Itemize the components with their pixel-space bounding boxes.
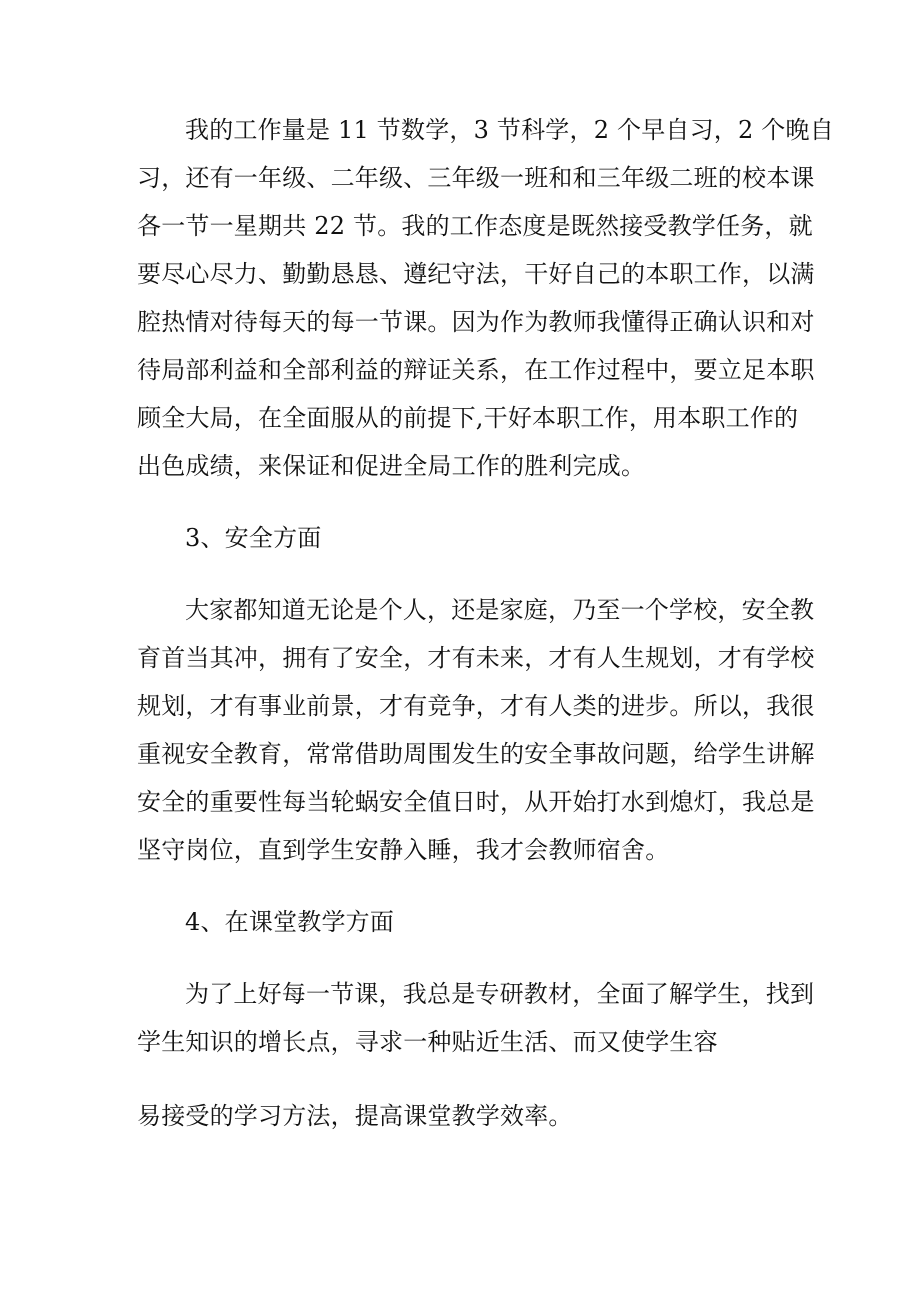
text-line: 学生知识的增长点，寻求一种贴近生活、而又使学生容: [137, 1028, 718, 1056]
text-line: 我的工作量是 11 节数学，3 节科学，2 个早自习，2 个晚自: [185, 116, 834, 144]
text-line: 大家都知道无论是个人，还是家庭，乃至一个学校，安全教: [185, 596, 815, 624]
text-line: 安全的重要性每当轮蜗安全值日时，从开始打水到熄灯，我总是: [137, 788, 815, 816]
section-heading-teaching: 4、在课堂教学方面: [185, 908, 395, 936]
text-line: 待局部利益和全部利益的辩证关系，在工作过程中，要立足本职: [137, 356, 815, 384]
text-line: 各一节一星期共 22 节。我的工作态度是既然接受教学任务，就: [137, 212, 813, 240]
text-line: 腔热情对待每天的每一节课。因为作为教师我懂得正确认识和对: [137, 308, 815, 336]
text-line: 重视安全教育，常常借助周围发生的安全事故问题，给学生讲解: [137, 740, 815, 768]
text-line: 顾全大局，在全面服从的前提下,干好本职工作，用本职工作的: [137, 404, 799, 432]
text-line: 坚守岗位，直到学生安静入睡，我才会教师宿舍。: [137, 836, 670, 864]
text-line: 为了上好每一节课，我总是专研教材，全面了解学生，找到: [185, 980, 815, 1008]
text-line: 育首当其冲，拥有了安全，才有未来，才有人生规划，才有学校: [137, 644, 815, 672]
paragraph-teaching-continued: 易接受的学习方法，提高课堂教学效率。: [137, 1102, 573, 1130]
text-line: 规划，才有事业前景，才有竞争，才有人类的进步。所以，我很: [137, 692, 815, 720]
text-line: 出色成绩，来保证和促进全局工作的胜利完成。: [137, 452, 646, 480]
section-heading-safety: 3、安全方面: [185, 524, 322, 552]
text-line: 习，还有一年级、二年级、三年级一班和和三年级二班的校本课: [137, 164, 815, 192]
text-line: 要尽心尽力、勤勤恳恳、遵纪守法，干好自己的本职工作，以满: [137, 260, 815, 288]
